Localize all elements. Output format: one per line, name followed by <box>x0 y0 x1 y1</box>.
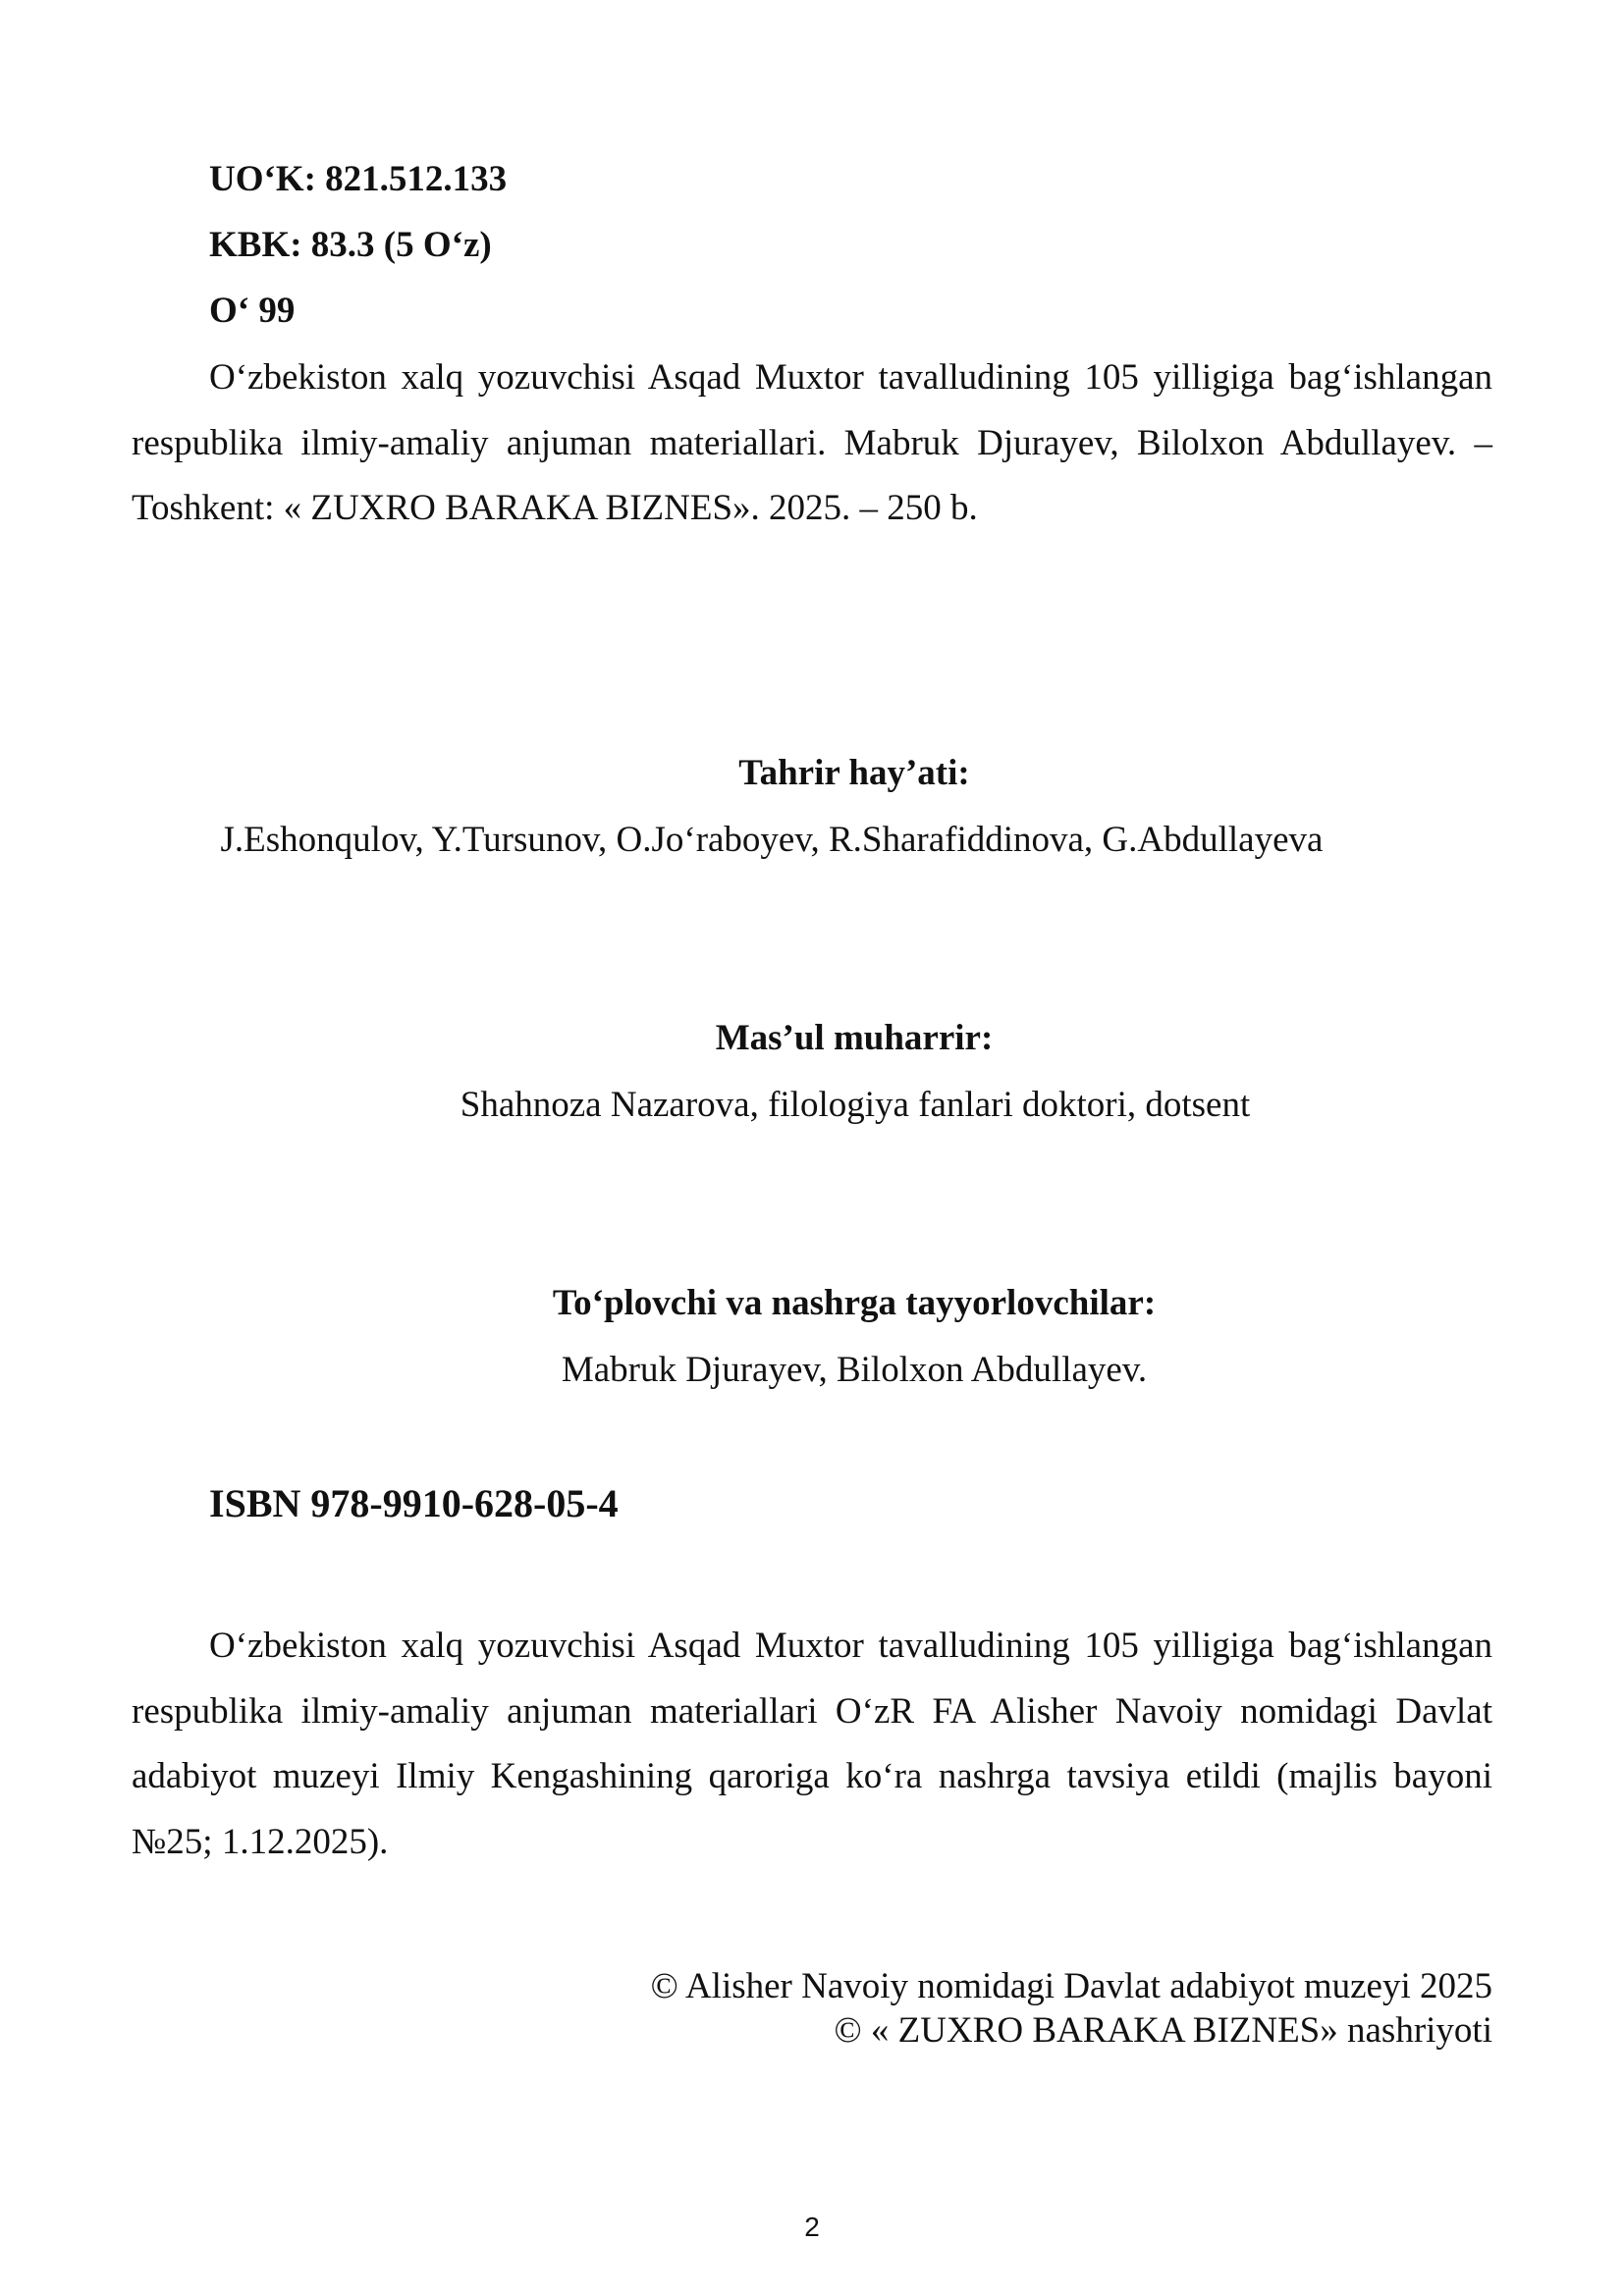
publication-recommendation: O‘zbekiston xalq yozuvchisi Asqad Muxtor tavalludining 105 yilligiga bag‘ishlangan respublika ilmiy-amaliy anjuman materiallari O‘zR FA Alisher Navoiy nomidagi Davlat adabiyot muzeyi Ilmiy Kengashining qaroriga ko‘ra nashrga tavsiya etildi (majlis bayoni №25; 1.12.2025). <box>132 1626 1492 1862</box>
lbc-code: KBK: 83.3 (5 O‘z) <box>209 225 492 265</box>
compilers-heading: To‘plovchi va nashrga tayyorlovchilar: <box>552 1283 1157 1323</box>
copyright-museum: © Alisher Navoiy nomidagi Davlat adabiyot muzeyi 2025 <box>650 1966 1492 2006</box>
editorial-board-members: J.Eshonqulov, Y.Tursunov, O.Jo‘raboyev, R.Sharafiddinova, G.Abdullayeva <box>220 820 1324 860</box>
page-number: 2 <box>804 2212 820 2242</box>
responsible-editor-heading: Mas’ul muharrir: <box>715 1018 994 1058</box>
responsible-editor-name: Shahnoza Nazarova, filologiya fanlari doktori, dotsent <box>460 1085 1251 1125</box>
copyright-publisher: © « ZUXRO BARAKA BIZNES» nashriyoti <box>834 2010 1492 2051</box>
editorial-board-heading: Tahrir hay’ati: <box>738 753 970 793</box>
compilers-names: Mabruk Djurayev, Bilolxon Abdullayev. <box>561 1350 1148 1390</box>
isbn: ISBN 978-9910-628-05-4 <box>209 1481 619 1525</box>
udc-code: UO‘K: 821.512.133 <box>209 159 508 199</box>
author-mark: O‘ 99 <box>209 291 296 331</box>
bibliographic-description: O‘zbekiston xalq yozuvchisi Asqad Muxtor tavalludining 105 yilligiga bag‘ishlangan respublika ilmiy-amaliy anjuman materiallari. Mabruk Djurayev, Bilolxon Abdullayev. – Toshkent: « ZUXRO BARAKA BIZNES». 2025. – 250 b. <box>132 357 1492 528</box>
